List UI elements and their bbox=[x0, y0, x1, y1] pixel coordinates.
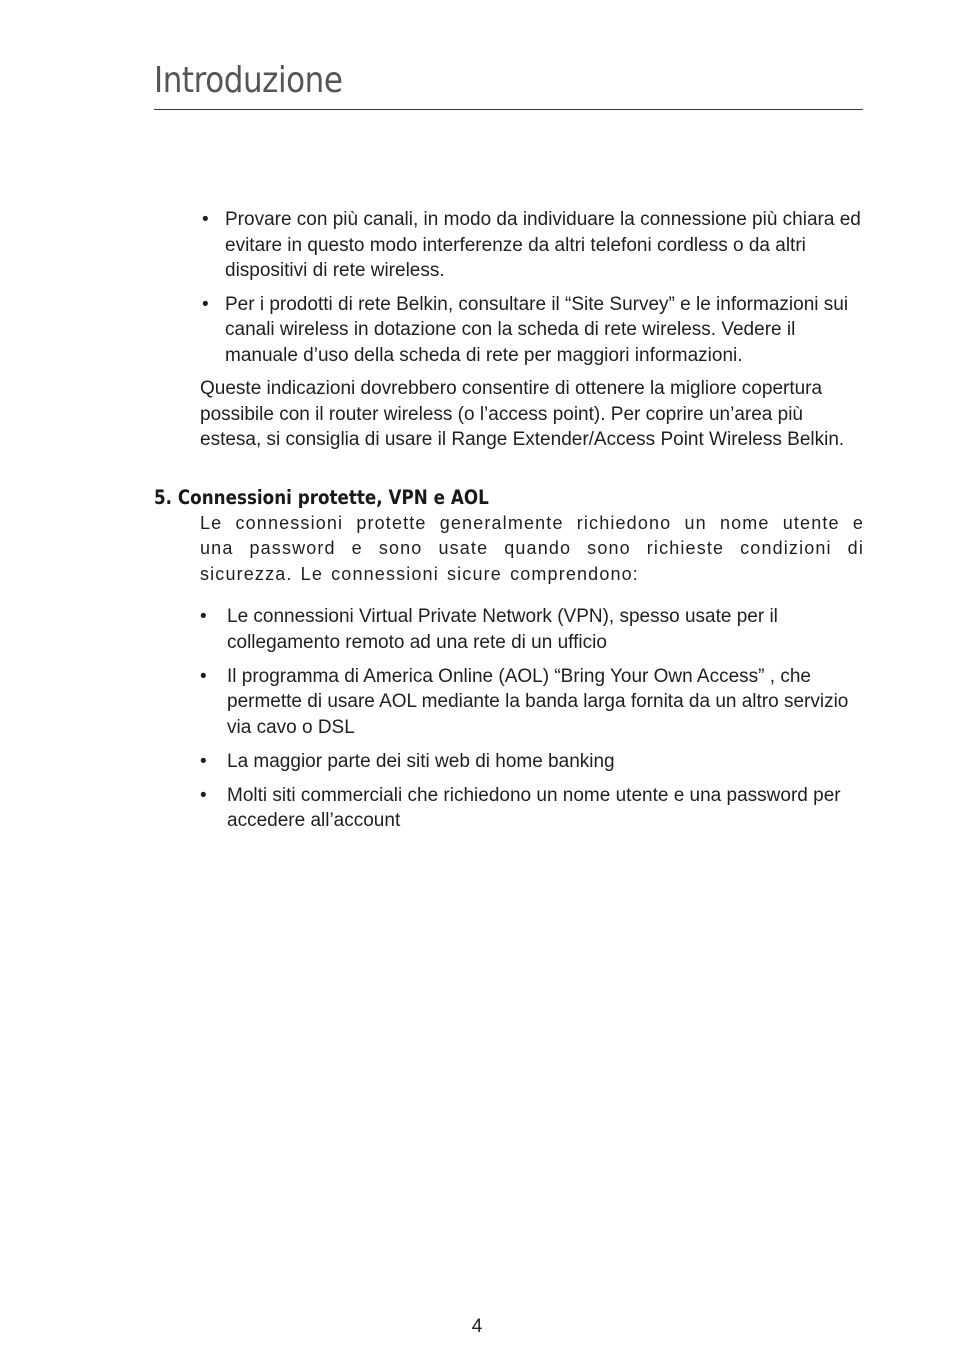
page-number: 4 bbox=[471, 1316, 483, 1337]
list-item bbox=[154, 292, 864, 369]
list-item bbox=[154, 664, 864, 741]
list-item-text: Il programma di America Online (AOL) “Bring Your Own Access” , che permette di usare AOL mediante la banda larga fornita da un altro servizio via cavo o DSL bbox=[227, 665, 849, 738]
list-item bbox=[154, 207, 864, 284]
list-item-text: La maggior parte dei siti web di home banking bbox=[227, 750, 615, 772]
bullet-icon: • bbox=[200, 784, 207, 806]
intro-bullet-list bbox=[154, 207, 864, 368]
list-item-text: Per i prodotti di rete Belkin, consultare il “Site Survey” e le informazioni sui canali wireless in dotazione con la scheda di rete wireless. Vedere il manuale d’uso della scheda di rete per maggiori informazioni. bbox=[225, 293, 849, 366]
list-item bbox=[154, 749, 864, 775]
page-header bbox=[154, 58, 863, 104]
bullet-icon: • bbox=[200, 665, 207, 687]
page-title: Introduzione bbox=[154, 60, 343, 101]
list-item bbox=[154, 783, 864, 834]
list-item-text: Le connessioni Virtual Private Network (VPN), spesso usate per il collegamento remoto ad una rete di un ufficio bbox=[227, 606, 778, 653]
intro-paragraph: Queste indicazioni dovrebbero consentire di ottenere la migliore copertura possibile con il router wireless (o l’access point). Per coprire un’area più estesa, si consiglia di usare il Range Extender/Access Point Wireless Belkin. bbox=[200, 378, 845, 450]
list-item-text: Provare con più canali, in modo da individuare la connessione più chiara ed evitare in questo modo interferenze da altri telefoni cordless o da altri dispositivi di rete wireless. bbox=[225, 209, 861, 281]
page-content bbox=[154, 207, 864, 842]
section-bullet-list bbox=[154, 604, 864, 834]
bullet-icon: • bbox=[202, 293, 209, 315]
section-intro-paragraph: Le connessioni protette generalmente richiedono un nome utente e una password e sono usate quando sono richieste condizioni di sicurezza. Le connessioni sicure comprendono: bbox=[200, 512, 864, 584]
section-heading: 5. Connessioni protette, VPN e AOL bbox=[154, 485, 489, 509]
header-divider bbox=[154, 109, 863, 110]
bullet-icon: • bbox=[202, 209, 209, 230]
bullet-icon: • bbox=[200, 750, 207, 772]
list-item bbox=[154, 604, 864, 655]
list-item-text: Molti siti commerciali che richiedono un nome utente e una password per accedere all’account bbox=[227, 784, 841, 831]
bullet-icon: • bbox=[200, 606, 207, 627]
